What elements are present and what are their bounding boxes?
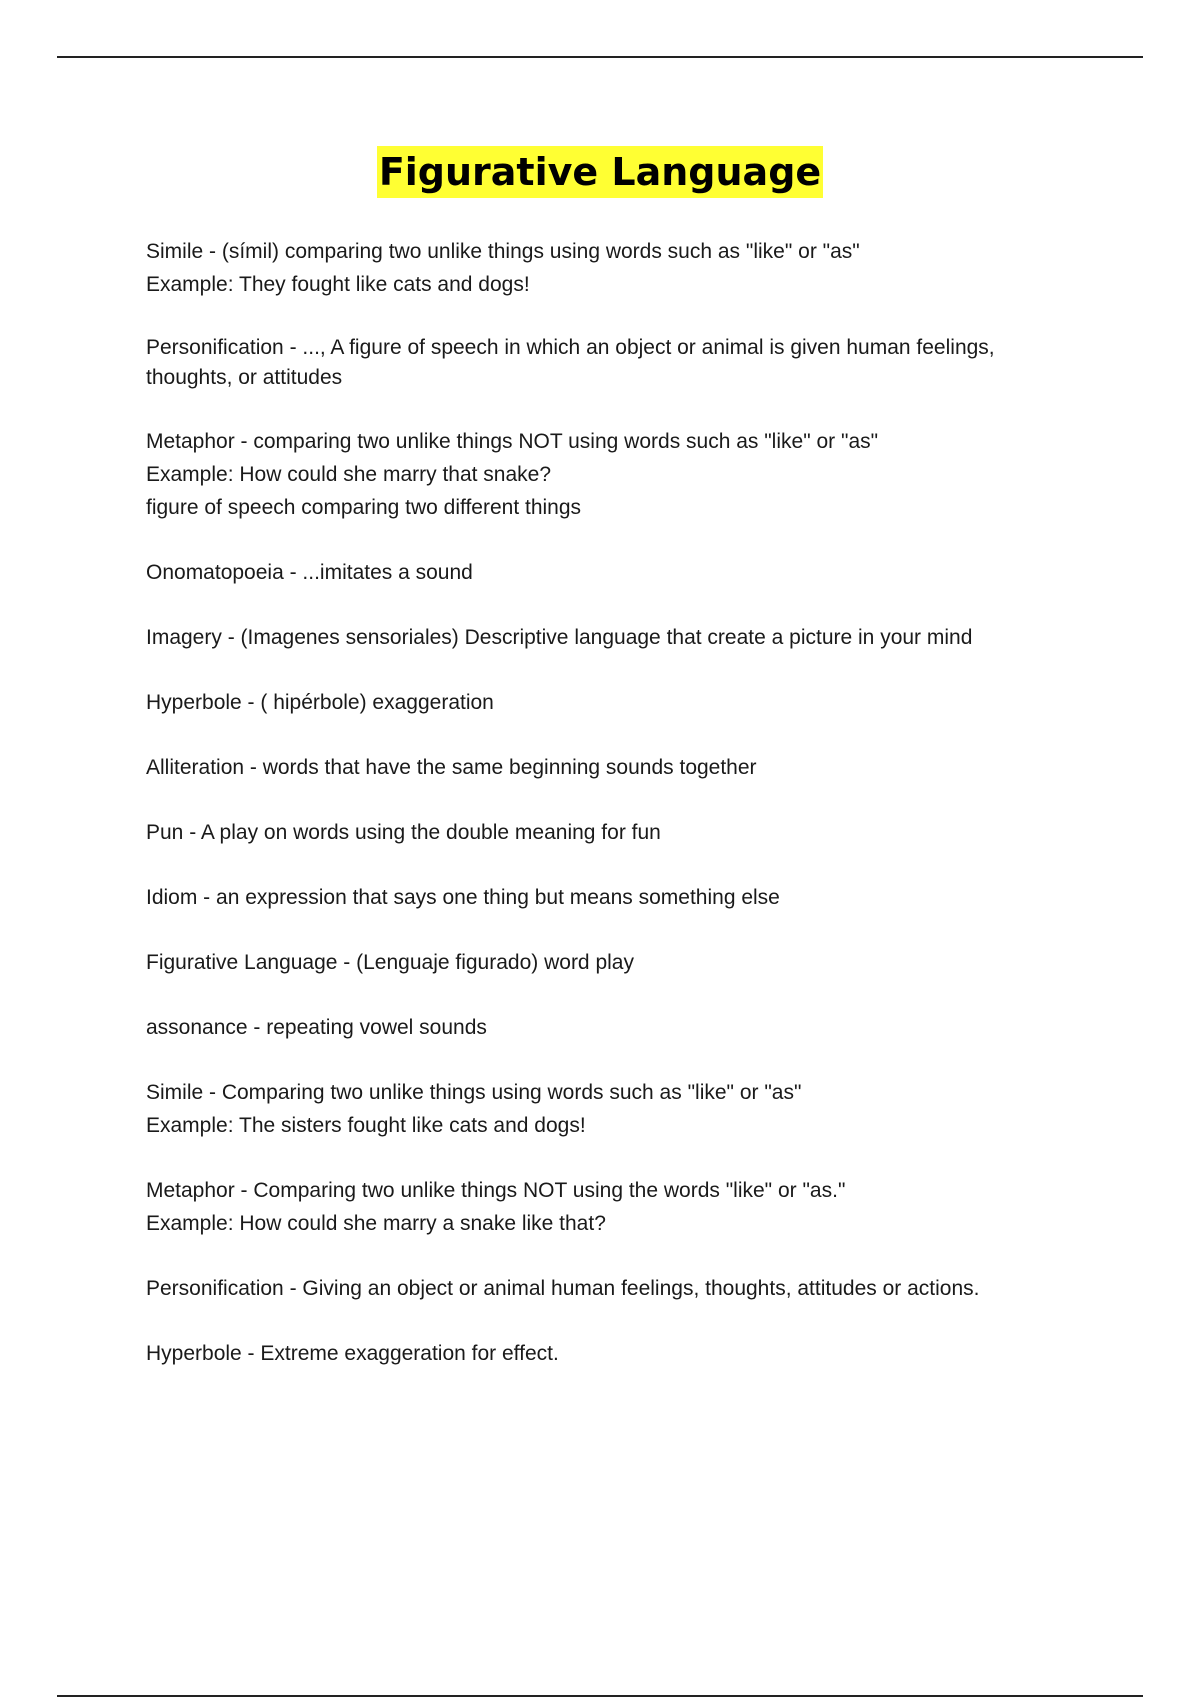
definition-entry <box>146 1076 1086 1142</box>
definition-text: Alliteration - words that have the same beginning sounds together <box>146 756 757 779</box>
definition-entry <box>146 621 1086 654</box>
definition-text: Metaphor - comparing two unlike things NOT using words such as "like" or "as" <box>146 430 879 453</box>
definition-entry <box>146 1272 1086 1305</box>
definition-entry <box>146 686 1086 719</box>
definition-text: Pun - A play on words using the double meaning for fun <box>146 821 661 844</box>
definition-entry <box>146 333 1086 393</box>
definition-text: Simile - Comparing two unlike things using words such as "like" or "as" <box>146 1081 802 1104</box>
definition-text: Metaphor - Comparing two unlike things NOT using the words "like" or "as." <box>146 1179 846 1202</box>
title-container <box>0 146 1200 198</box>
page-title: Figurative Language <box>377 146 823 198</box>
definition-entry <box>146 816 1086 849</box>
definition-text: Imagery - (Imagenes sensoriales) Descriptive language that create a picture in your mind <box>146 626 973 649</box>
definition-text: Hyperbole - ( hipérbole) exaggeration <box>146 691 494 714</box>
definition-text: Onomatopoeia - ...imitates a sound <box>146 561 473 584</box>
example-text: Example: How could she marry that snake? <box>146 463 552 486</box>
definition-list <box>146 235 1086 1402</box>
definition-entry <box>146 1011 1086 1044</box>
definition-text: Personification - ..., A figure of speech in which an object or animal is given human feelings, thoughts, or attitudes <box>146 336 995 389</box>
definition-entry <box>146 1337 1086 1370</box>
definition-entry <box>146 425 1086 524</box>
definition-text: Simile - (símil) comparing two unlike things using words such as "like" or "as" <box>146 240 860 263</box>
definition-entry <box>146 881 1086 914</box>
definition-entry <box>146 556 1086 589</box>
definition-entry <box>146 751 1086 784</box>
example-text: Example: How could she marry a snake like that? <box>146 1212 606 1235</box>
definition-text: figure of speech comparing two different things <box>146 496 582 519</box>
definition-entry <box>146 946 1086 979</box>
definition-text: Hyperbole - Extreme exaggeration for effect. <box>146 1342 559 1365</box>
definition-text: Figurative Language - (Lenguaje figurado) word play <box>146 951 634 974</box>
bottom-rule <box>57 1695 1143 1697</box>
definition-text: Personification - Giving an object or animal human feelings, thoughts, attitudes or actions. <box>146 1277 980 1300</box>
top-rule <box>57 56 1143 58</box>
definition-entry <box>146 235 1086 301</box>
definition-entry <box>146 1174 1086 1240</box>
example-text: Example: The sisters fought like cats and dogs! <box>146 1114 586 1137</box>
example-text: Example: They fought like cats and dogs! <box>146 273 530 296</box>
definition-text: assonance - repeating vowel sounds <box>146 1016 487 1039</box>
definition-text: Idiom - an expression that says one thing but means something else <box>146 886 780 909</box>
